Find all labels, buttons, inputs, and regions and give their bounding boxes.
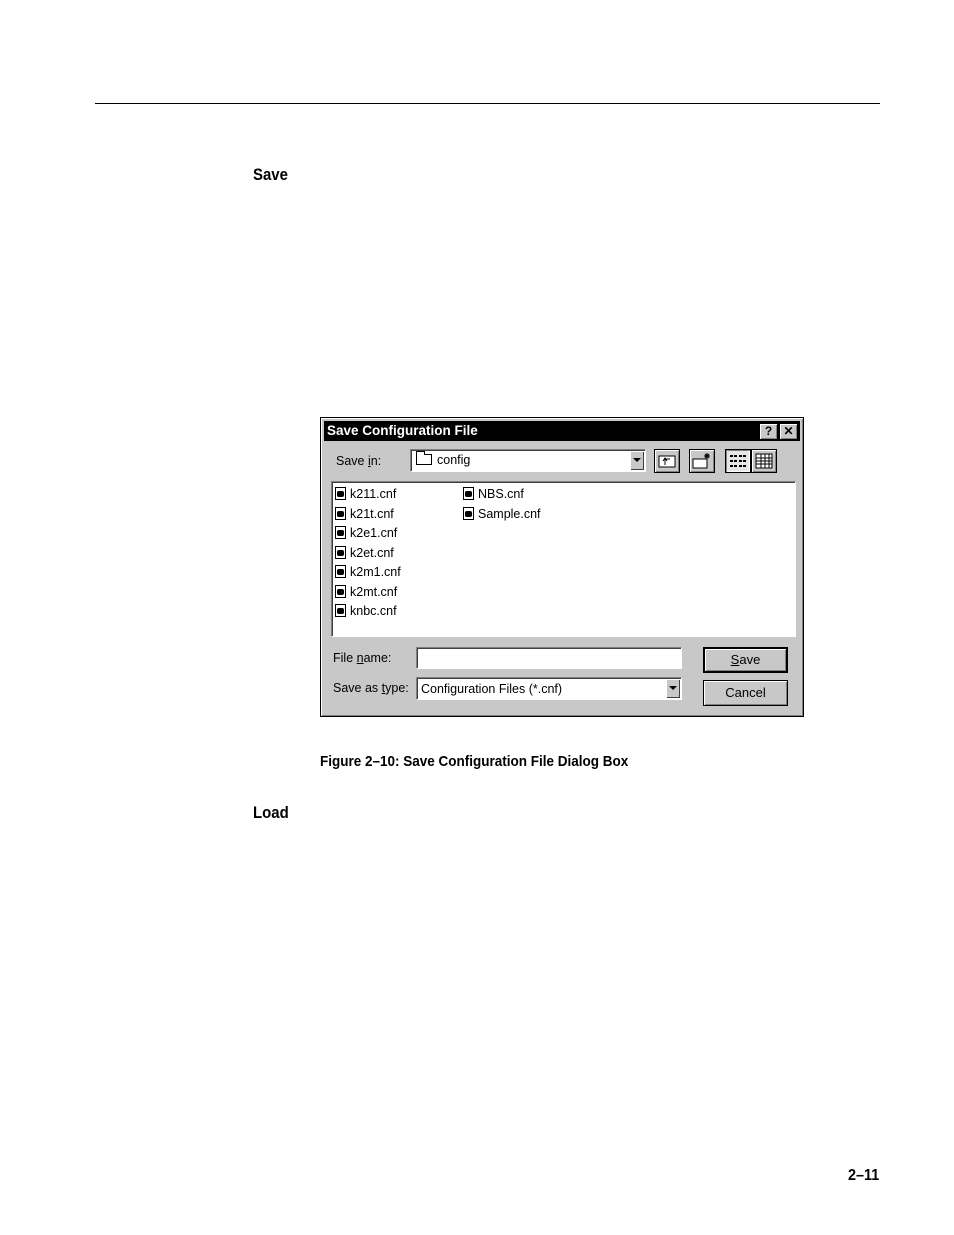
list-view-button[interactable]	[725, 449, 751, 473]
page-number: 2–11	[848, 1167, 880, 1184]
create-new-folder-icon	[690, 450, 714, 472]
file-list-item[interactable]	[335, 485, 396, 503]
file-list-item[interactable]	[335, 583, 397, 601]
file-list-item[interactable]	[335, 563, 401, 581]
save-as-type-dropdown[interactable]	[416, 677, 682, 700]
file-name-input[interactable]	[416, 647, 682, 669]
file-name-text: knbc.cnf	[350, 604, 397, 618]
save-in-label: Save in:	[336, 454, 382, 468]
save-as-type-value: Configuration Files (*.cnf)	[421, 682, 563, 696]
file-name-text: k2e1.cnf	[350, 526, 398, 540]
config-file-icon	[335, 526, 346, 539]
file-name-text: k211.cnf	[350, 487, 397, 501]
section-heading-load: Load	[253, 803, 289, 822]
file-name-text: Sample.cnf	[478, 506, 541, 521]
save-as-type-label: Save as type:	[333, 681, 409, 695]
file-name-text: k2m1.cnf	[350, 565, 401, 579]
file-name-text: k2mt.cnf	[350, 584, 398, 599]
save-in-dropdown-arrow[interactable]	[630, 451, 644, 470]
dialog-title: Save Configuration File	[327, 423, 478, 438]
header-rule	[95, 103, 880, 104]
config-file-icon	[335, 604, 346, 617]
file-name-text: k2et.cnf	[350, 545, 394, 560]
config-file-icon	[335, 507, 346, 520]
save-in-value: config	[437, 453, 471, 467]
file-list-item[interactable]	[463, 485, 524, 503]
config-file-icon	[335, 546, 346, 559]
file-list-item[interactable]	[335, 524, 397, 542]
cancel-button[interactable]: Cancel	[703, 680, 788, 706]
create-new-folder-button[interactable]	[689, 449, 715, 473]
up-one-level-icon	[655, 450, 679, 472]
close-button[interactable]: ✕	[779, 423, 798, 440]
file-list[interactable]	[331, 481, 796, 637]
file-name-text: NBS.cnf	[478, 487, 524, 501]
save-as-type-dropdown-arrow[interactable]	[666, 679, 680, 698]
section-heading-save: Save	[253, 165, 288, 184]
details-view-icon	[752, 450, 776, 472]
dialog-titlebar	[324, 421, 800, 441]
config-file-icon	[463, 507, 474, 520]
file-list-item[interactable]	[335, 544, 394, 562]
file-list-item[interactable]	[463, 505, 541, 523]
config-file-icon	[335, 487, 346, 500]
config-file-icon	[335, 585, 346, 598]
config-file-icon	[335, 565, 346, 578]
help-button[interactable]: ?	[759, 423, 778, 440]
file-name-label: File name:	[333, 651, 392, 665]
save-button[interactable]: Save	[703, 647, 788, 673]
file-list-item[interactable]	[335, 602, 397, 620]
file-list-item[interactable]	[335, 505, 394, 523]
save-configuration-dialog	[320, 417, 804, 717]
list-view-icon	[726, 450, 750, 472]
up-one-level-button[interactable]	[654, 449, 680, 473]
config-file-icon	[463, 487, 474, 500]
save-in-dropdown[interactable]	[410, 449, 646, 472]
details-view-button[interactable]	[751, 449, 777, 473]
folder-icon	[416, 454, 432, 465]
file-name-text: k21t.cnf	[350, 506, 394, 521]
figure-caption: Figure 2–10: Save Configuration File Dialog Box	[320, 753, 629, 770]
